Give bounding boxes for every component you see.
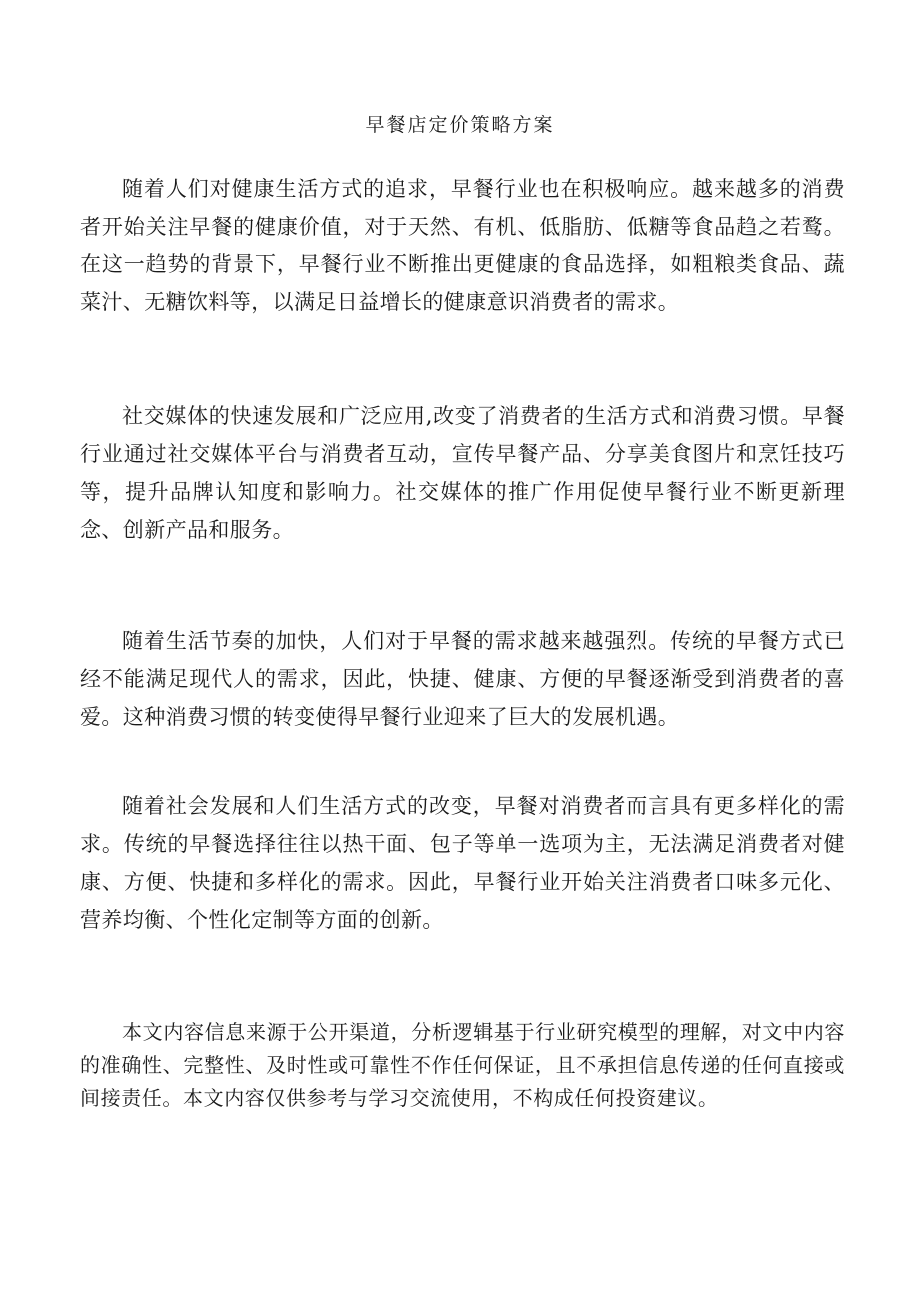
disclaimer-text: 本文内容信息来源于公开渠道，分析逻辑基于行业研究模型的理解，对文中内容的准确性、完整性、及时性或可靠性不作任何保证，且不承担信息传递的任何直接或间接责任。本文内容仅供参考与学习交流使用，不构成任何投资建议。	[80, 1020, 845, 1110]
paragraph-social-media: 社交媒体的快速发展和广泛应用,改变了消费者的生活方式和消费习惯。早餐行业通过社交媒体平台与消费者互动，宣传早餐产品、分享美食图片和烹饪技巧等，提升品牌认知度和影响力。社交媒体的推广作用促使早餐行业不断更新理念、创新产品和服务。	[80, 404, 845, 542]
paragraph-life-pace: 随着生活节奏的加快，人们对于早餐的需求越来越强烈。传统的早餐方式已经不能满足现代人的需求，因此，快捷、健康、方便的早餐逐渐受到消费者的喜爱。这种消费习惯的转变使得早餐行业迎来了巨大的发展机遇。	[80, 629, 845, 729]
paragraph-diversified-needs: 随着社会发展和人们生活方式的改变，早餐对消费者而言具有更多样化的需求。传统的早餐选择往往以热干面、包子等单一选项为主，无法满足消费者对健康、方便、快捷和多样化的需求。因此，早餐行业开始关注消费者口味多元化、营养均衡、个性化定制等方面的创新。	[80, 794, 845, 932]
paragraph-health-trend: 随着人们对健康生活方式的追求，早餐行业也在积极响应。越来越多的消费者开始关注早餐的健康价值，对于天然、有机、低脂肪、低糖等食品趋之若鹜。在这一趋势的背景下，早餐行业不断推出更健康的食品选择，如粗粮类食品、蔬菜汁、无糖饮料等，以满足日益增长的健康意识消费者的需求。	[80, 177, 845, 314]
document-title: 早餐店定价策略方案	[365, 114, 555, 136]
